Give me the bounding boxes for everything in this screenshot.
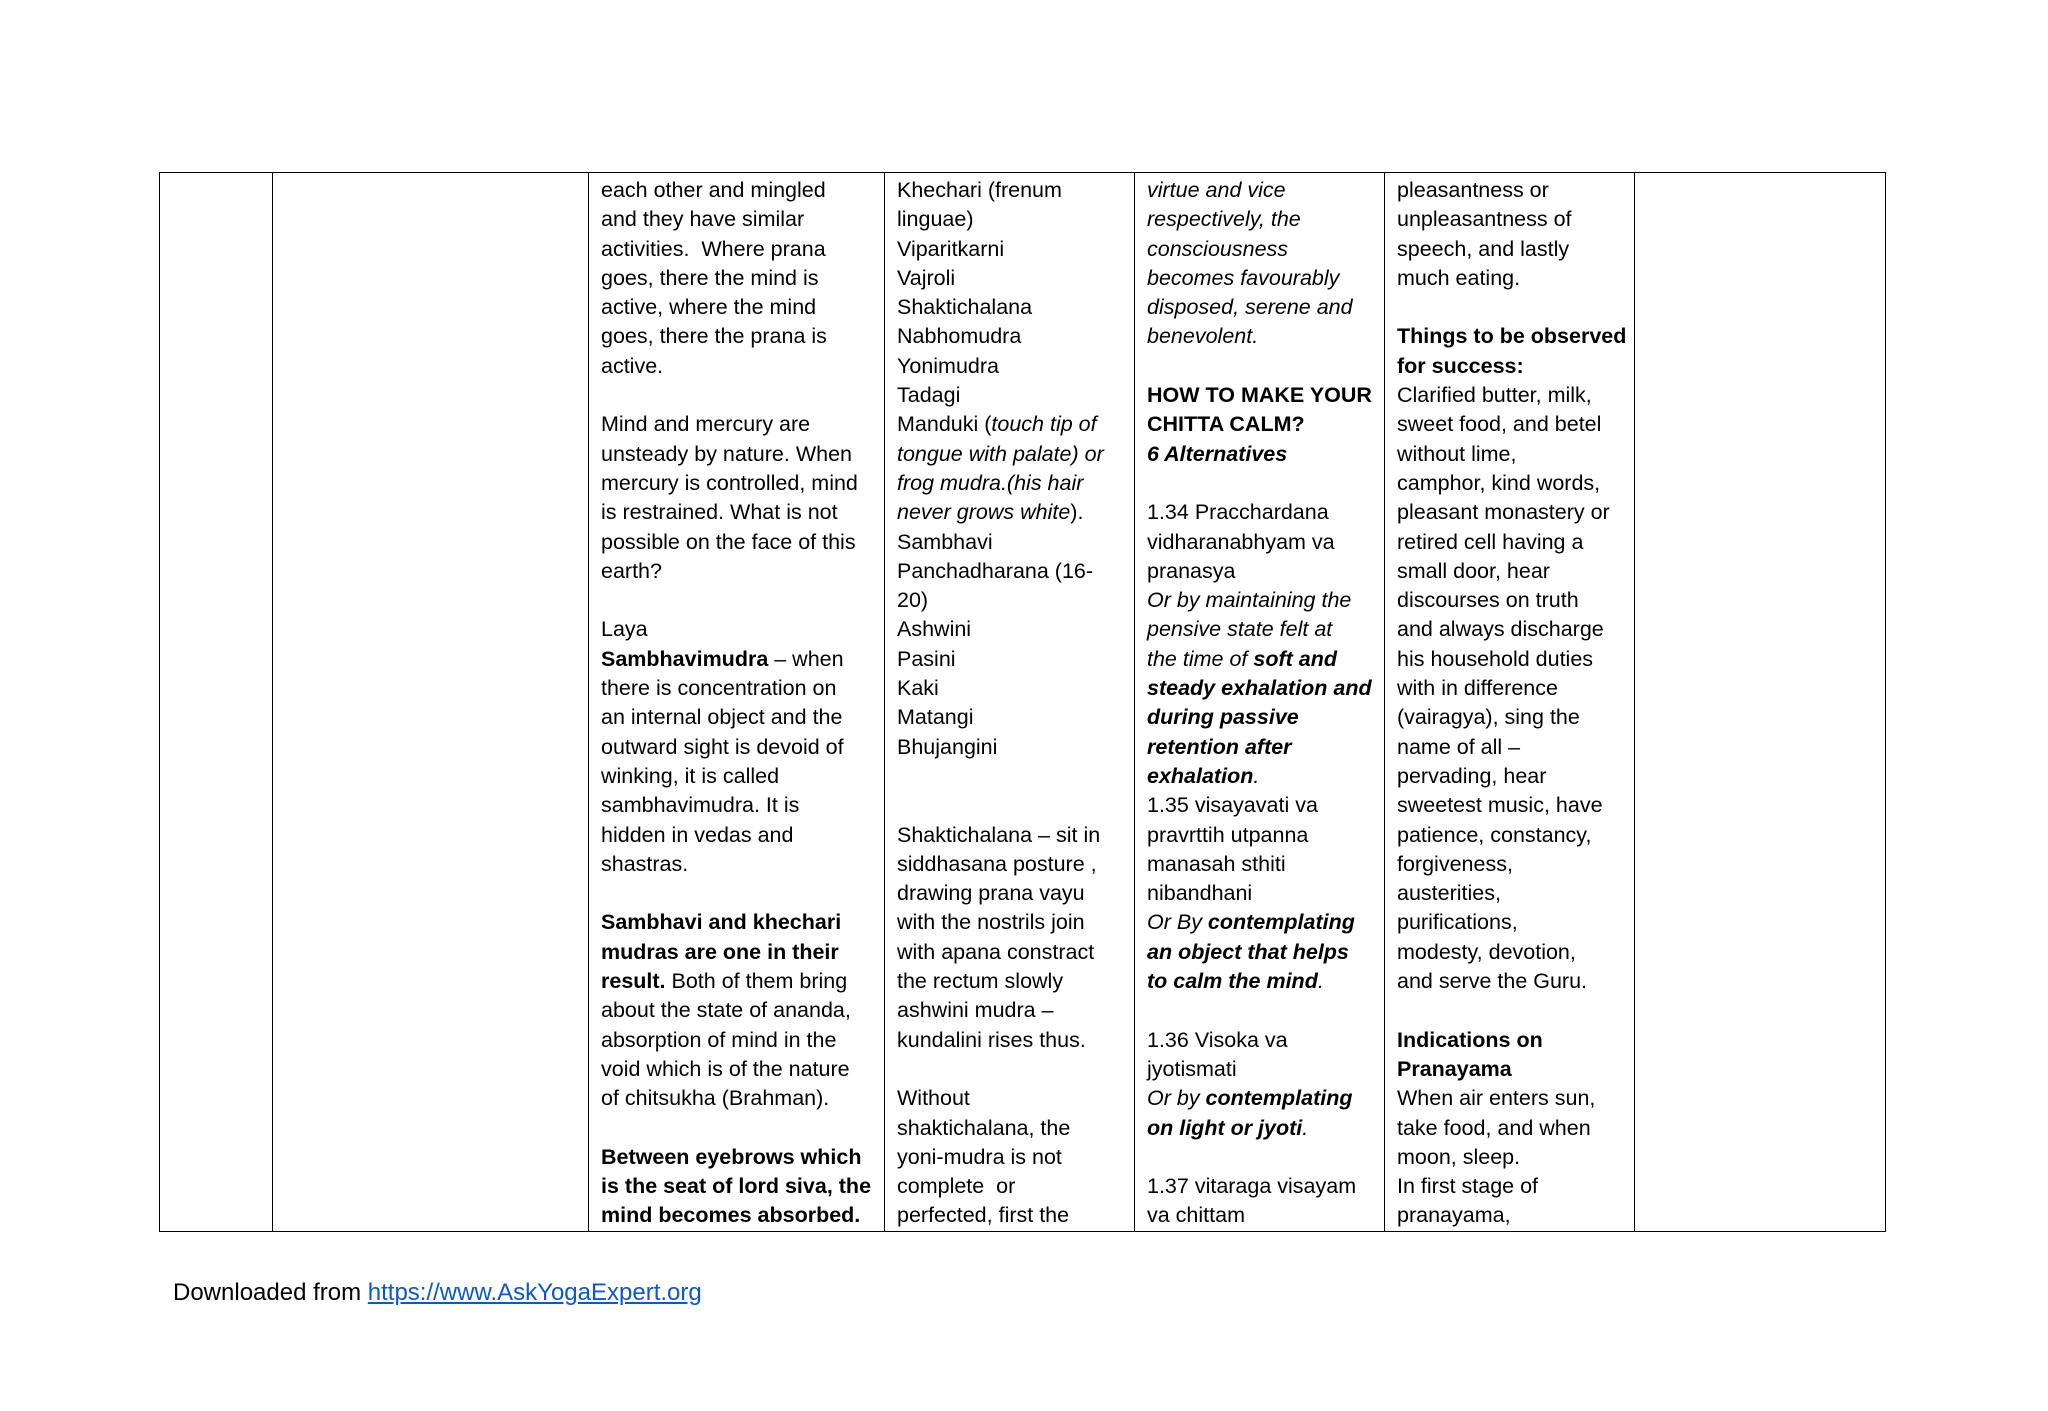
text-run: and serve the Guru.	[1397, 969, 1588, 994]
text-run: void which is of the nature	[601, 1056, 850, 1081]
table-cell-4	[885, 173, 1135, 1232]
text-line	[897, 205, 1126, 234]
text-line	[601, 235, 876, 264]
text-line	[1147, 293, 1376, 322]
text-line	[601, 440, 876, 469]
text-run: each other and mingled	[601, 178, 826, 202]
text-line	[1397, 908, 1626, 937]
text-run: CHITTA CALM?	[1147, 412, 1305, 437]
text-run: disposed, serene and	[1147, 295, 1353, 320]
text-line	[1147, 205, 1376, 234]
text-line	[601, 703, 876, 732]
text-run: name of all –	[1397, 734, 1521, 759]
text-line	[1397, 1172, 1626, 1201]
text-line	[1147, 908, 1376, 937]
text-run: .	[1253, 763, 1260, 788]
text-run: discourses on truth	[1397, 588, 1579, 613]
text-run: to calm the mind	[1147, 969, 1318, 994]
text-run: linguae)	[897, 207, 974, 232]
text-line	[1147, 557, 1376, 586]
text-run: ashwini mudra –	[897, 998, 1054, 1023]
text-run: pranasya	[1147, 558, 1236, 583]
text-run: Panchadharana (16-	[897, 558, 1094, 583]
text-run: 1.37 vitaraga visayam	[1147, 1174, 1357, 1199]
text-line	[601, 733, 876, 762]
text-run: drawing prana vayu	[897, 881, 1085, 906]
text-line	[601, 410, 876, 439]
text-line	[601, 528, 876, 557]
text-run: possible on the face of this	[601, 529, 856, 554]
text-run: Tadagi	[897, 383, 961, 408]
text-run: Or by	[1147, 1086, 1206, 1111]
text-run: becomes favourably	[1147, 265, 1340, 290]
text-run: Pasini	[897, 646, 956, 671]
text-run: active.	[601, 353, 664, 378]
text-run: Bhujangini	[897, 734, 998, 759]
text-run: Or By	[1147, 910, 1208, 935]
text-line	[1147, 1055, 1376, 1084]
text-run: Shaktichalana	[897, 295, 1033, 320]
text-run: Viparitkarni	[897, 236, 1005, 261]
text-line	[897, 1084, 1126, 1113]
text-run: HOW TO MAKE YOUR	[1147, 383, 1372, 408]
text-line	[1147, 381, 1376, 410]
text-line	[897, 967, 1126, 996]
text-line	[897, 586, 1126, 615]
text-line	[1397, 850, 1626, 879]
text-line	[897, 264, 1126, 293]
text-run: 1.34 Pracchardana	[1147, 500, 1329, 525]
text-line	[897, 235, 1126, 264]
text-run: nibandhani	[1147, 881, 1253, 906]
text-run: Manduki (	[897, 412, 992, 437]
text-line	[1147, 615, 1376, 644]
text-line	[1397, 1201, 1626, 1230]
text-line	[1397, 410, 1626, 439]
text-line	[601, 1114, 876, 1143]
text-run: Mind and mercury are	[601, 412, 811, 437]
text-run: Yonimudra	[897, 353, 999, 378]
text-run: small door, hear	[1397, 558, 1550, 583]
text-line	[601, 821, 876, 850]
text-line	[1147, 1201, 1376, 1230]
text-run: respectively, the	[1147, 207, 1301, 232]
text-line	[897, 1026, 1126, 1055]
text-line	[601, 967, 876, 996]
text-line	[897, 528, 1126, 557]
text-run: austerities,	[1397, 881, 1501, 906]
text-line	[1147, 821, 1376, 850]
text-line	[897, 322, 1126, 351]
text-line	[897, 469, 1126, 498]
text-line	[1397, 821, 1626, 850]
text-run: kundalini rises thus.	[897, 1027, 1086, 1052]
text-line	[897, 791, 1126, 820]
text-run: shaktichalana, the	[897, 1115, 1071, 1140]
text-line	[1147, 322, 1376, 351]
text-line	[1397, 1143, 1626, 1172]
text-line	[1147, 440, 1376, 469]
text-run: with apana constract	[897, 939, 1095, 964]
text-line	[1397, 586, 1626, 615]
text-run: activities. Where prana	[601, 236, 826, 261]
text-run: much eating.	[1397, 265, 1521, 290]
text-run: goes, there the prana is	[601, 324, 827, 349]
text-line	[897, 879, 1126, 908]
text-line	[1397, 1084, 1626, 1113]
text-line	[1147, 1114, 1376, 1143]
text-line	[1147, 1026, 1376, 1055]
text-run: pervading, hear	[1397, 763, 1547, 788]
text-run: sambhavimudra. It is	[601, 793, 800, 818]
text-line	[1147, 528, 1376, 557]
text-line	[1397, 352, 1626, 381]
text-run: benevolent.	[1147, 324, 1259, 349]
table-cell-5	[1135, 173, 1385, 1232]
text-line	[1397, 615, 1626, 644]
text-line	[1397, 645, 1626, 674]
text-line	[1147, 1172, 1376, 1201]
text-line	[601, 879, 876, 908]
text-run: va chittam	[1147, 1203, 1245, 1228]
text-run: speech, and lastly	[1397, 236, 1570, 261]
text-run: yoni-mudra is not	[897, 1144, 1062, 1169]
text-run: retired cell having a	[1397, 529, 1584, 554]
text-line	[1147, 879, 1376, 908]
text-line	[601, 1172, 876, 1201]
text-line	[1397, 293, 1626, 322]
table-cell-7	[1635, 173, 1886, 1232]
text-run: Sambhavi and khechari	[601, 910, 842, 935]
text-run: exhalation	[1147, 763, 1254, 788]
text-line	[1397, 322, 1626, 351]
source-link[interactable]: https://www.AskYogaExpert.org	[367, 1279, 702, 1306]
text-run: In first stage of	[1397, 1174, 1539, 1199]
text-line	[601, 996, 876, 1025]
text-run: moon, sleep.	[1397, 1144, 1521, 1169]
text-run: Indications on	[1397, 1027, 1543, 1052]
text-line	[897, 1055, 1126, 1084]
text-line	[601, 586, 876, 615]
text-line	[601, 1026, 876, 1055]
text-line	[897, 615, 1126, 644]
text-line	[897, 908, 1126, 937]
text-line	[601, 469, 876, 498]
text-line	[601, 791, 876, 820]
text-line	[897, 293, 1126, 322]
text-run: the time of	[1147, 646, 1254, 671]
text-run: consciousness	[1147, 236, 1289, 261]
text-run: pleasantness or	[1397, 178, 1549, 202]
text-run: Things to be observed	[1397, 324, 1627, 349]
text-run: Clarified butter, milk,	[1397, 383, 1592, 408]
text-line	[1147, 996, 1376, 1025]
text-line	[601, 1084, 876, 1113]
text-line	[1147, 703, 1376, 732]
text-line	[897, 1114, 1126, 1143]
text-run: winking, it is called	[601, 763, 780, 788]
text-line	[897, 1201, 1126, 1230]
text-line	[897, 352, 1126, 381]
text-run: pravrttih utpanna	[1147, 822, 1309, 847]
text-run: with the nostrils join	[897, 910, 1085, 935]
text-line	[1397, 762, 1626, 791]
text-run: camphor, kind words,	[1397, 470, 1601, 495]
text-run: Vajroli	[897, 265, 956, 290]
text-run: soft and	[1253, 646, 1337, 671]
text-run: vidharanabhyam va	[1147, 529, 1335, 554]
text-run: (vairagya), sing the	[1397, 705, 1580, 730]
text-run: tongue with palate) or	[897, 441, 1104, 466]
text-line	[1147, 1143, 1376, 1172]
text-run: touch tip of	[991, 412, 1097, 437]
text-line	[1397, 733, 1626, 762]
text-line	[1147, 586, 1376, 615]
text-line	[1397, 1026, 1626, 1055]
text-line	[601, 938, 876, 967]
text-run: perfected, first the	[897, 1203, 1070, 1228]
text-line	[601, 352, 876, 381]
text-line	[601, 381, 876, 410]
text-run: on light or jyoti	[1147, 1115, 1303, 1140]
text-line	[897, 1172, 1126, 1201]
text-run: earth?	[601, 558, 662, 583]
table-cell-1	[160, 173, 273, 1232]
text-line	[897, 1143, 1126, 1172]
text-run: Sambhavimudra	[601, 646, 769, 671]
text-run: his household duties	[1397, 646, 1594, 671]
text-line	[1397, 938, 1626, 967]
text-run: and always discharge	[1397, 617, 1604, 642]
text-run: Kaki	[897, 676, 939, 701]
text-run: and they have similar	[601, 207, 805, 232]
table-cell-2	[273, 173, 589, 1232]
text-line	[601, 1055, 876, 1084]
text-line	[1147, 235, 1376, 264]
text-line	[897, 938, 1126, 967]
text-line	[1147, 176, 1376, 205]
text-line	[1147, 1084, 1376, 1113]
text-line	[1147, 498, 1376, 527]
text-line	[601, 264, 876, 293]
text-run: Laya	[601, 617, 648, 642]
text-line	[601, 205, 876, 234]
text-line	[1397, 264, 1626, 293]
text-line	[1397, 791, 1626, 820]
text-run: ).	[1070, 500, 1084, 525]
text-line	[1147, 791, 1376, 820]
text-line	[601, 645, 876, 674]
text-line	[1397, 1055, 1626, 1084]
text-run: about the state of ananda,	[601, 998, 851, 1023]
text-run: purifications,	[1397, 910, 1518, 935]
text-line	[1397, 879, 1626, 908]
text-line	[1397, 703, 1626, 732]
text-line	[897, 703, 1126, 732]
text-run: an object that helps	[1147, 939, 1349, 964]
text-line	[1397, 528, 1626, 557]
text-run: mind becomes absorbed.	[601, 1203, 861, 1228]
text-run: pranayama,	[1397, 1203, 1511, 1228]
text-line	[897, 176, 1126, 205]
text-run: shastras.	[601, 851, 689, 876]
text-line	[1397, 996, 1626, 1025]
text-run: contemplating	[1207, 910, 1355, 935]
text-run: mudras are one in their	[601, 939, 839, 964]
content-table	[159, 172, 1886, 1232]
table-cell-6	[1385, 173, 1635, 1232]
text-run: with in difference	[1397, 676, 1558, 701]
text-line	[897, 996, 1126, 1025]
text-line	[601, 674, 876, 703]
text-run: there is concentration on	[601, 676, 837, 701]
text-run: Without	[897, 1086, 970, 1111]
text-run: 1.35 visayavati va	[1147, 793, 1318, 818]
text-run: steady exhalation and	[1147, 676, 1372, 701]
text-run: absorption of mind in the	[601, 1027, 837, 1052]
text-line	[1397, 1114, 1626, 1143]
text-run: unpleasantness of	[1397, 207, 1572, 232]
text-line	[601, 557, 876, 586]
text-run: without lime,	[1397, 441, 1517, 466]
text-line	[897, 645, 1126, 674]
text-line	[1397, 674, 1626, 703]
text-run: Ashwini	[897, 617, 972, 642]
text-run: pleasant monastery or	[1397, 500, 1610, 525]
text-line	[1147, 645, 1376, 674]
text-line	[601, 1201, 876, 1230]
text-run: Between eyebrows which	[601, 1144, 862, 1169]
text-run: is the seat of lord siva, the	[601, 1174, 872, 1199]
text-line	[601, 762, 876, 791]
text-line	[601, 908, 876, 937]
text-run: 20)	[897, 588, 929, 613]
text-line	[1147, 967, 1376, 996]
text-run: Sambhavi	[897, 529, 993, 554]
text-line	[1397, 498, 1626, 527]
text-run: 1.36 Visoka va	[1147, 1027, 1288, 1052]
text-run: the rectum slowly	[897, 969, 1064, 994]
text-line	[1147, 352, 1376, 381]
text-run: Nabhomudra	[897, 324, 1022, 349]
text-line	[1147, 410, 1376, 439]
text-line	[1397, 440, 1626, 469]
text-line	[1147, 938, 1376, 967]
text-run: patience, constancy,	[1397, 822, 1592, 847]
text-run: sweetest music, have	[1397, 793, 1603, 818]
text-line	[897, 733, 1126, 762]
text-run: is restrained. What is not	[601, 500, 838, 525]
text-run: 6 Alternatives	[1147, 441, 1288, 466]
text-line	[1147, 264, 1376, 293]
text-line	[1147, 762, 1376, 791]
text-line	[897, 762, 1126, 791]
text-line	[601, 615, 876, 644]
text-run: virtue and vice	[1147, 178, 1286, 202]
text-line	[897, 674, 1126, 703]
text-run: .	[1302, 1115, 1309, 1140]
text-line	[897, 557, 1126, 586]
text-line	[601, 498, 876, 527]
text-run: contemplating	[1205, 1086, 1353, 1111]
download-footer	[173, 1278, 702, 1308]
text-run: .	[1317, 969, 1324, 994]
text-line	[1147, 674, 1376, 703]
text-run: siddhasana posture ,	[897, 851, 1097, 876]
text-run: active, where the mind	[601, 295, 817, 320]
text-run: an internal object and the	[601, 705, 843, 730]
text-run: Or by maintaining the	[1147, 588, 1352, 613]
text-run: retention after	[1147, 734, 1292, 759]
text-run: of chitsukha (Brahman).	[601, 1086, 830, 1111]
text-line	[1147, 469, 1376, 498]
text-run: Khechari (frenum	[897, 178, 1062, 202]
text-line	[897, 440, 1126, 469]
text-line	[897, 821, 1126, 850]
text-run: frog mudra.(his hair	[897, 470, 1084, 495]
footer-prefix: Downloaded from	[173, 1279, 368, 1306]
text-run: pensive state felt at	[1147, 617, 1333, 642]
text-run: hidden in vedas and	[601, 822, 794, 847]
text-run: never grows white	[897, 500, 1071, 525]
text-line	[1397, 205, 1626, 234]
text-line	[601, 1143, 876, 1172]
text-run: complete or	[897, 1174, 1016, 1199]
text-run: mercury is controlled, mind	[601, 470, 858, 495]
text-line	[897, 410, 1126, 439]
text-line	[897, 850, 1126, 879]
text-line	[1397, 381, 1626, 410]
text-run: Pranayama	[1397, 1056, 1512, 1081]
text-line	[601, 293, 876, 322]
table-cell-3	[589, 173, 885, 1232]
text-run: When air enters sun,	[1397, 1086, 1596, 1111]
text-run: modesty, devotion,	[1397, 939, 1576, 964]
text-line	[1147, 733, 1376, 762]
text-run: forgiveness,	[1397, 851, 1513, 876]
text-run: unsteady by nature. When	[601, 441, 852, 466]
text-line	[1397, 967, 1626, 996]
text-line	[1397, 469, 1626, 498]
text-line	[897, 381, 1126, 410]
text-line	[1397, 176, 1626, 205]
text-line	[1147, 850, 1376, 879]
text-line	[1397, 235, 1626, 264]
text-run: take food, and when	[1397, 1115, 1591, 1140]
text-run: sweet food, and betel	[1397, 412, 1602, 437]
text-run: outward sight is devoid of	[601, 734, 844, 759]
text-run: during passive	[1147, 705, 1299, 730]
text-run: Both of them bring	[665, 969, 848, 994]
text-run: Matangi	[897, 705, 974, 730]
table-row	[160, 173, 1886, 1232]
text-run: Shaktichalana – sit in	[897, 822, 1101, 847]
text-run: jyotismati	[1147, 1056, 1237, 1081]
text-line	[601, 850, 876, 879]
text-run: result.	[601, 969, 666, 994]
text-line	[601, 176, 876, 205]
text-run: manasah sthiti	[1147, 851, 1286, 876]
text-line	[1397, 557, 1626, 586]
text-run: goes, there the mind is	[601, 265, 819, 290]
text-line	[601, 322, 876, 351]
text-run: for success:	[1397, 353, 1524, 378]
text-run: – when	[768, 646, 844, 671]
text-line	[897, 498, 1126, 527]
